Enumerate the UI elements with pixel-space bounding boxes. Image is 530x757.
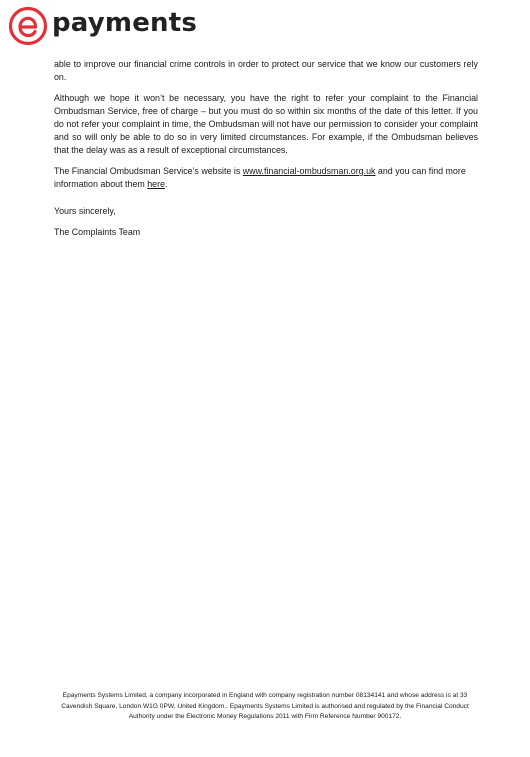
paragraph-ombudsman-website [54,165,478,191]
paragraph-financial-crime: able to improve our financial crime controls in order to protect our service that we know our customers rely on. [54,59,478,82]
paragraph-ombudsman-rights: Although we hope it won’t be necessary, you have the right to refer your complaint to the Financial Ombudsman Service, free of charge – but you must do so within six months of the date of this letter. If you do not refer your complaint in time, the Ombudsman will not have our permission to consider your complaint and so will only be able to do so in very limited circumstances. For example, if the Ombudsman believes that the delay was as a result of exceptional circumstances. [54,93,478,155]
website-mid-text: and you can find more information about them [54,166,466,189]
letter-body [54,58,478,247]
closing-salutation: Yours sincerely, [54,206,116,216]
epayments-logo [8,4,197,48]
website-intro-text: The Financial Ombudsman Service’s website is [54,166,243,176]
more-info-here-link[interactable]: here [147,179,166,189]
epayments-e-logo-icon [8,6,48,46]
brand-name: payments [52,8,198,38]
company-footer: Epayments Systems Limited, a company incorporated in England with company registration number 08134141 and whose address is at 33 Cavendish Square, London W1G 0PW, United Kingdom.. Epayments Systems Limited is authorised and regulated by the Financial Conduct Authority under the Electronic Money Regulations 2011 with Firm Reference Number 900172. [61,692,469,721]
website-end-text: . [165,179,168,189]
ombudsman-website-link[interactable]: www.financial-ombudsman.org.uk [242,166,376,176]
signature: The Complaints Team [54,227,141,237]
